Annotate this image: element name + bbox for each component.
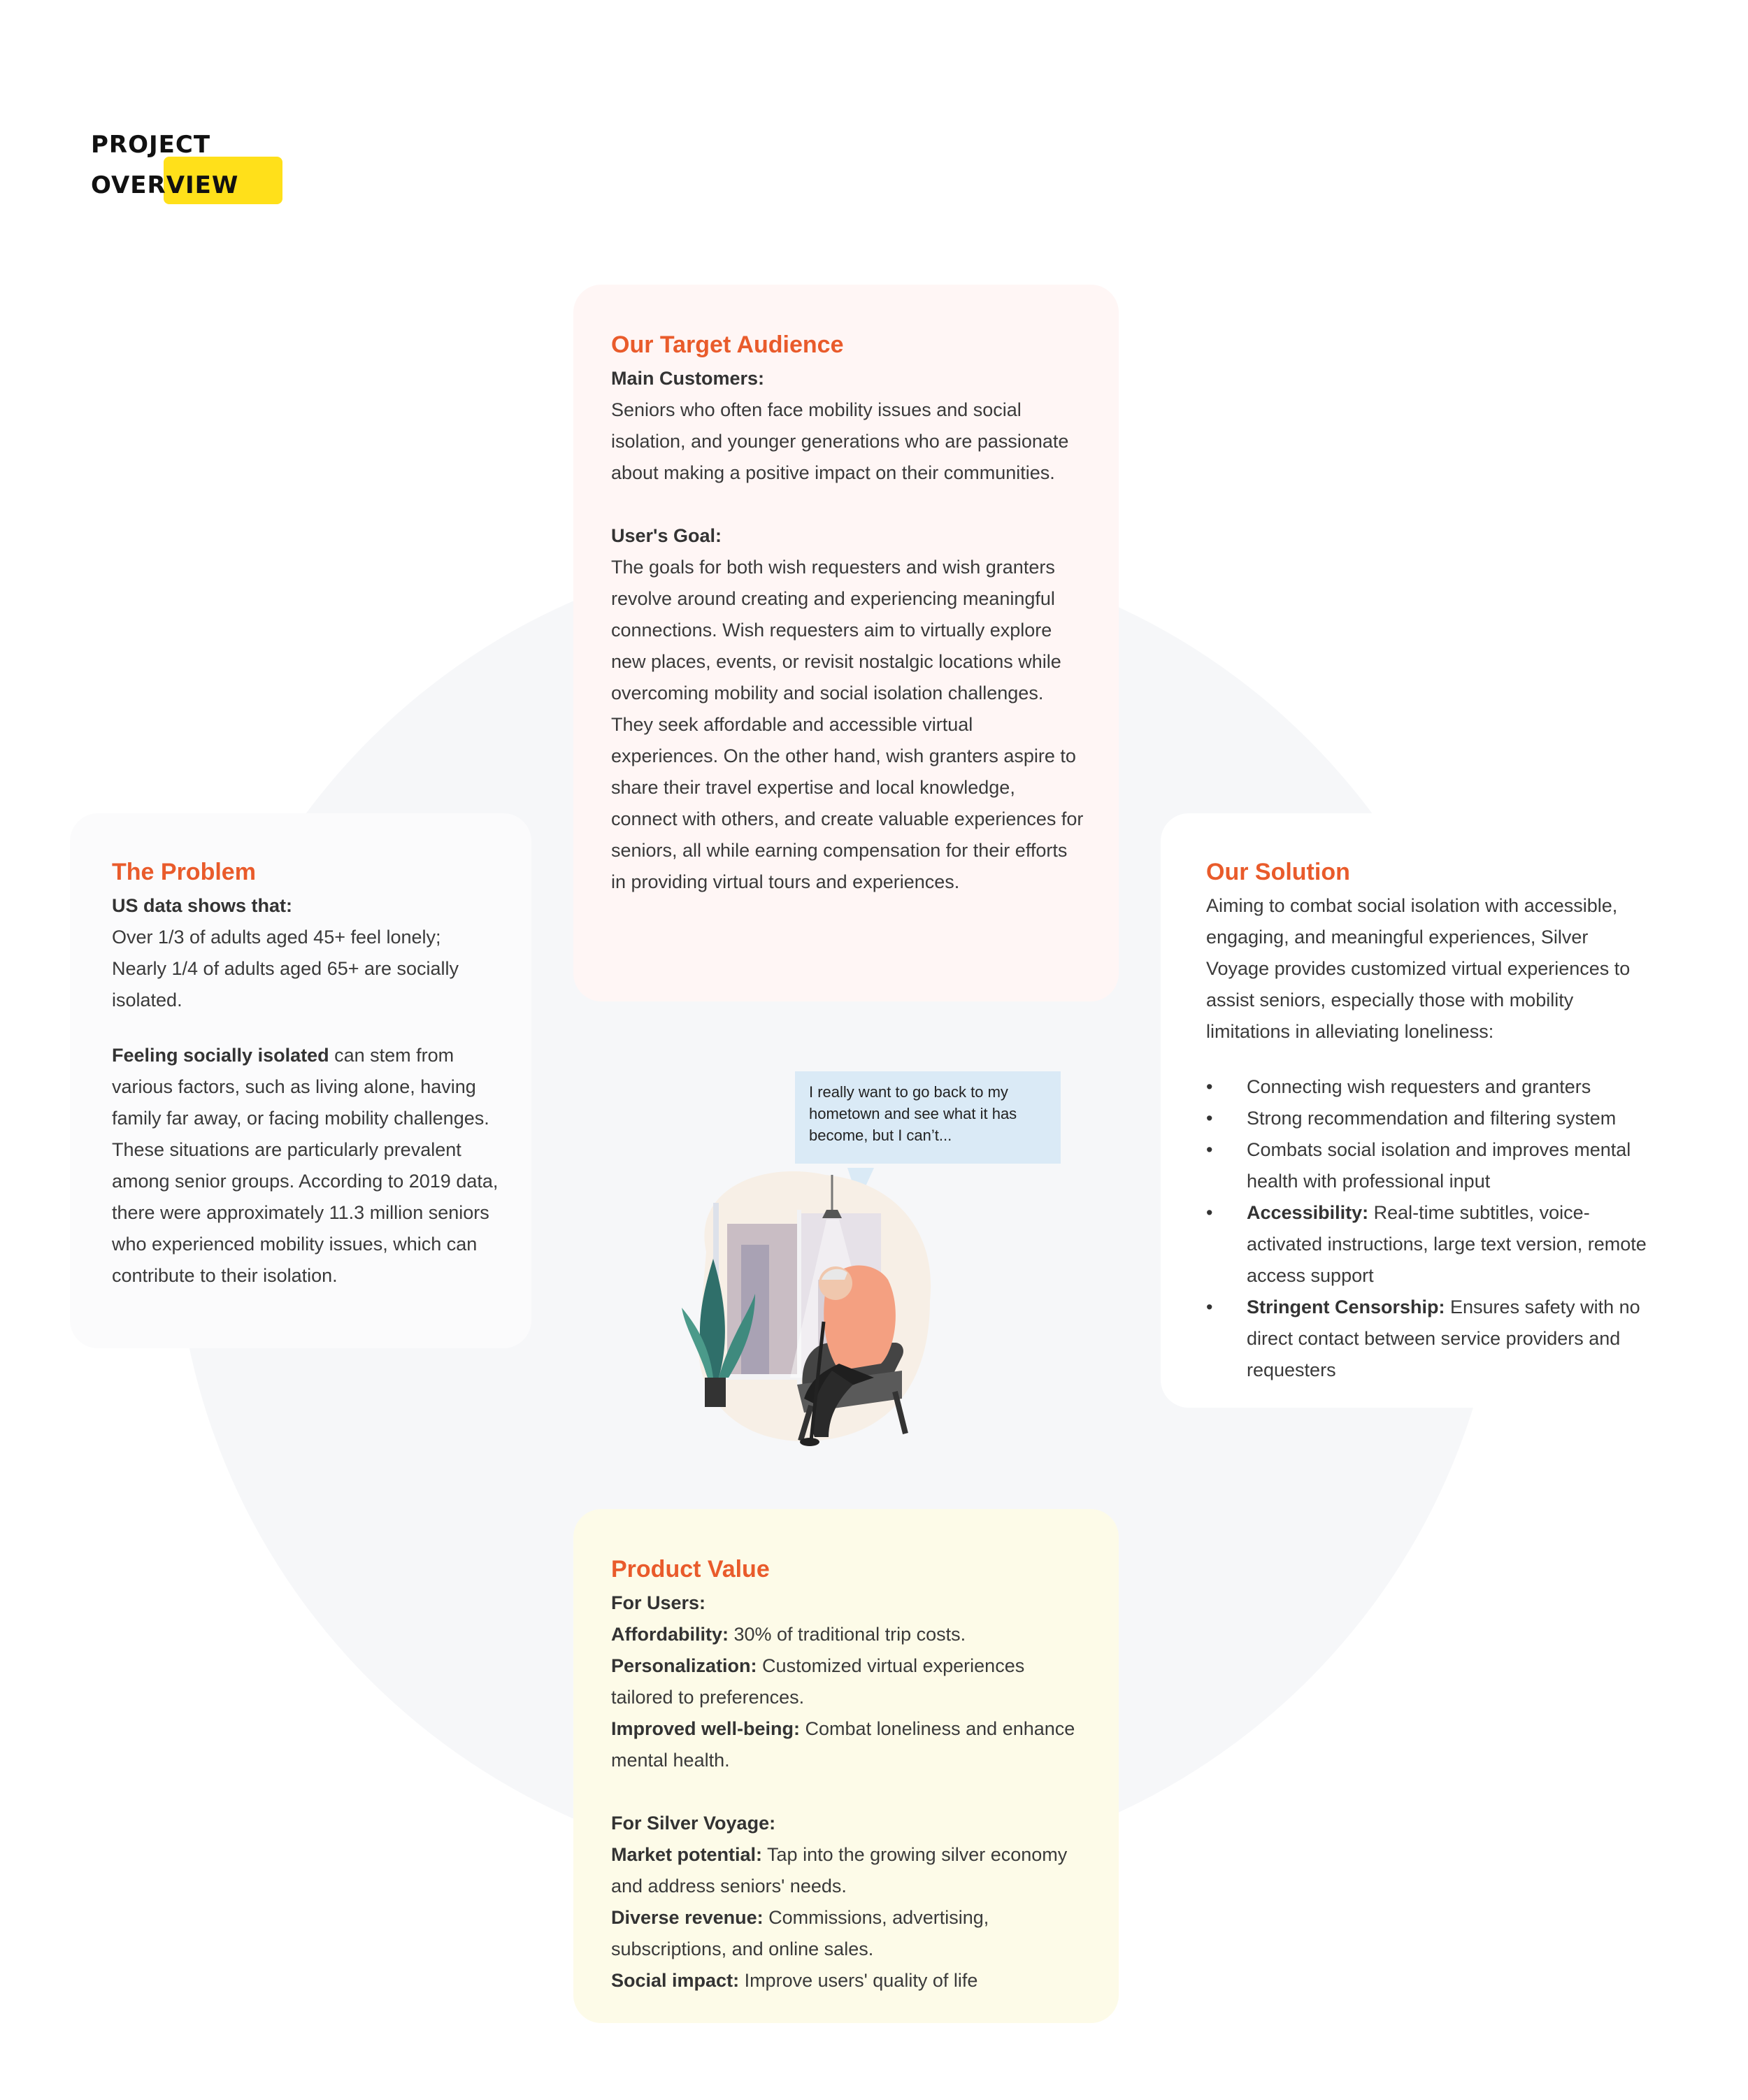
problem-card [70, 813, 531, 1348]
card-title: Product Value [611, 1556, 770, 1583]
page-heading [91, 124, 238, 206]
feeling-bold: Feeling socially isolated [112, 1045, 329, 1066]
feeling-text: can stem from various factors, such as living alone, having family far away, or facing mobility challenges. These situations are particularly prevalent among senior groups. According to 2019 data, there were approximately 11.3 million seniors who experienced mobility issues, which can contribute to their isolation. [112, 1045, 499, 1286]
data-label: US data shows that: [112, 895, 293, 916]
heading-line-2: OVERVIEW [91, 171, 239, 199]
solution-intro: Aiming to combat social isolation with accessible, engaging, and meaningful experiences, Silver Voyage provides customized virtual experiences to assist seniors, especially those with mobility limitations in alleviating loneliness: [1206, 895, 1631, 1042]
list-item: • Connecting wish requesters and granters [1206, 1071, 1650, 1103]
card-title: Our Solution [1206, 859, 1350, 885]
card-title: Our Target Audience [611, 331, 844, 358]
value-item: Personalization: Customized virtual experiences tailored to preferences. [611, 1655, 1025, 1708]
users-goal-text: The goals for both wish requesters and wish granters revolve around creating and experiencing meaningful connections. Wish requesters aim to virtually explore new places, events, or revisit nostalgic locations while overcoming mobility and social isolation challenges. They seek affordable and accessible virtual experiences. On the other hand, wish granters aspire to share their travel expertise and local knowledge, connect with others, and create valuable experiences for seniors, all while earning compensation for their efforts in providing virtual tours and experiences. [611, 557, 1084, 892]
stat-text: Over 1/3 of adults aged 45+ feel lonely; [112, 927, 441, 948]
solution-list [1206, 1071, 1650, 1386]
product-value-card [573, 1509, 1119, 2023]
feeling-paragraph [112, 1040, 503, 1292]
speech-bubble: I really want to go back to my hometown and see what it has become, but I can’t... [795, 1071, 1061, 1164]
stat-text: Nearly 1/4 of adults aged 65+ are socially isolated. [112, 958, 459, 1010]
list-item: • Accessibility: Real-time subtitles, voice-activated instructions, large text version, remote access support [1206, 1197, 1650, 1292]
for-users-label: For Users: [611, 1592, 706, 1613]
value-item: Social impact: Improve users' quality of life [611, 1970, 978, 1991]
main-customers-text: Seniors who often face mobility issues and social isolation, and younger generations who are passionate about making a positive impact on their communities. [611, 399, 1069, 483]
users-goal-label: User's Goal: [611, 525, 722, 546]
card-title: The Problem [112, 859, 256, 885]
target-audience-card [573, 285, 1119, 1001]
value-item: Market potential: Tap into the growing silver economy and address seniors' needs. [611, 1844, 1068, 1897]
for-silver-voyage-label: For Silver Voyage: [611, 1813, 776, 1834]
value-item: Improved well-being: Combat loneliness and enhance mental health. [611, 1718, 1075, 1771]
main-customers-label: Main Customers: [611, 368, 765, 389]
solution-card [1161, 813, 1664, 1408]
heading-line-1: PROJECT [91, 131, 211, 159]
value-item: Diverse revenue: Commissions, advertising, subscriptions, and online sales. [611, 1907, 989, 1959]
value-item: Affordability: 30% of traditional trip costs. [611, 1624, 966, 1645]
list-item: • Stringent Censorship: Ensures safety with no direct contact between service providers and requesters [1206, 1292, 1650, 1386]
list-item: • Combats social isolation and improves mental health with professional input [1206, 1134, 1650, 1197]
list-item: • Strong recommendation and filtering system [1206, 1103, 1650, 1134]
